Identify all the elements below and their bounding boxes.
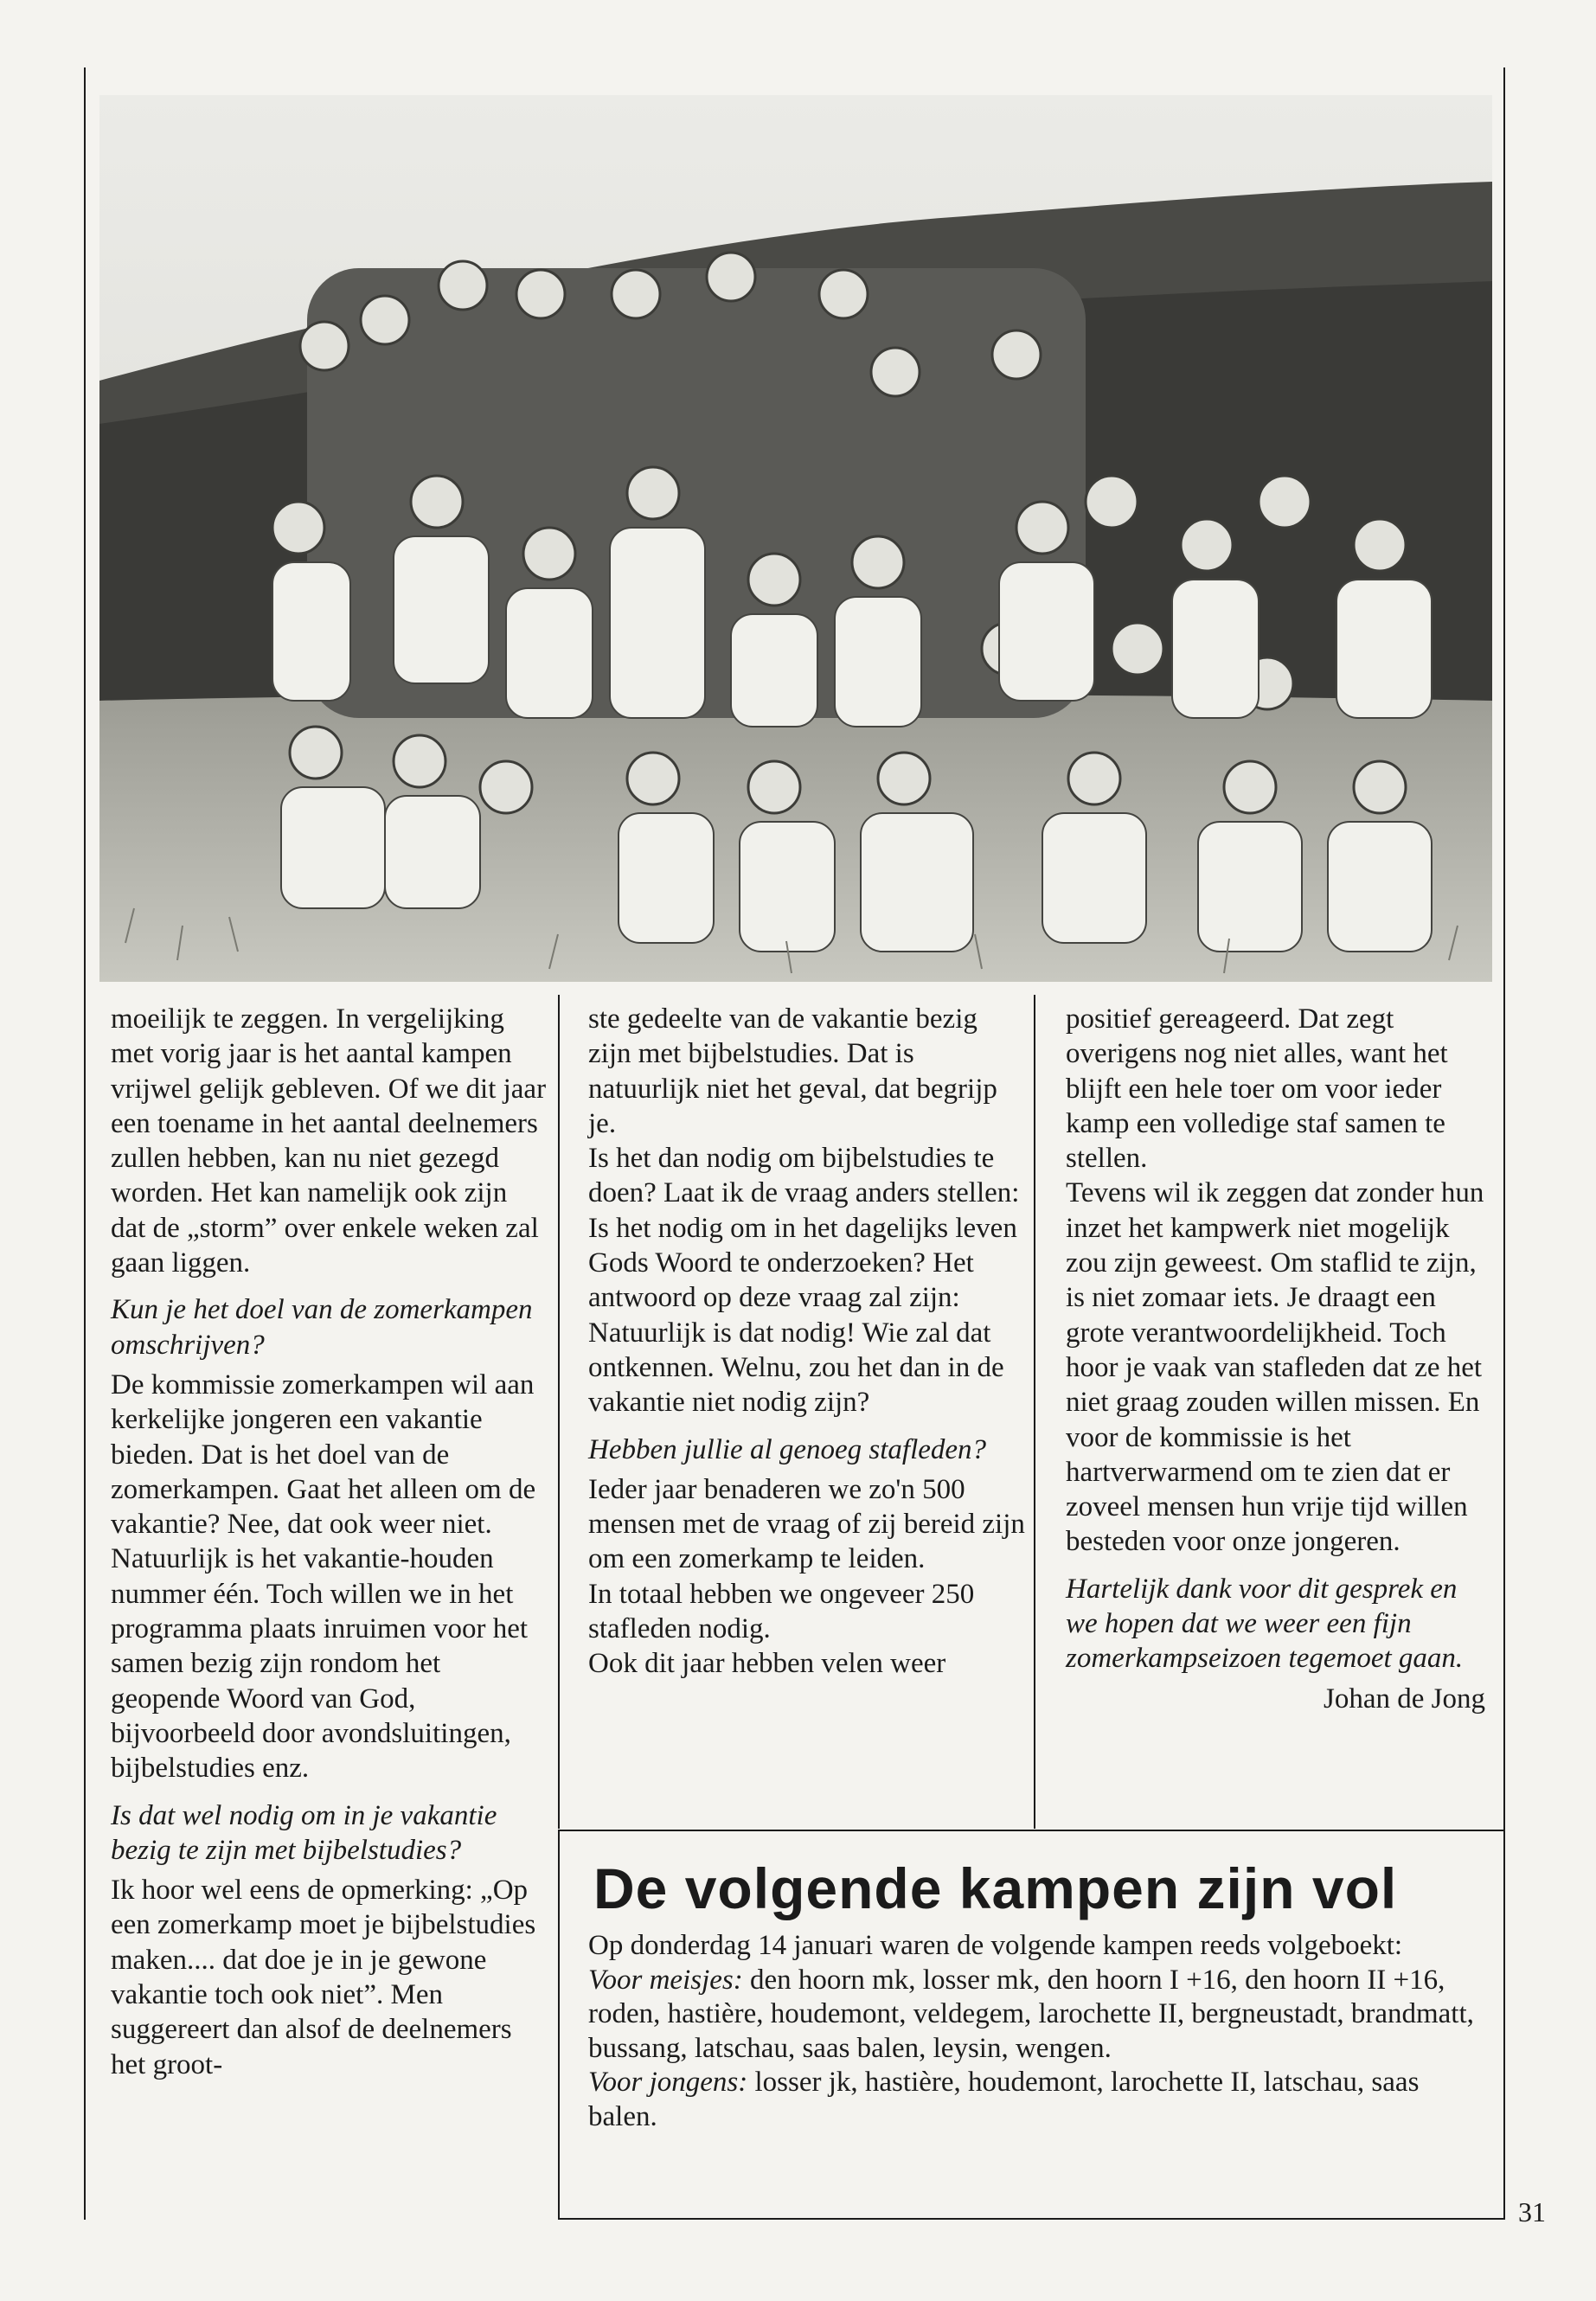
closing-remark: Hartelijk dank voor dit gesprek en we hopen dat we weer een fijn zomerkampseizoen tegemoet gaan. <box>1066 1573 1464 1675</box>
paragraph: positief gereageerd. Dat zegt overigens nog niet alles, want het blijft een hele toer om voor ieder kamp een volledige staf samen te stellen. <box>1066 1003 1448 1175</box>
box-intro: Op donderdag 14 januari waren de volgende kampen reeds volgeboekt: <box>588 1930 1403 1961</box>
box-heading: De volgende kampen zijn vol <box>593 1856 1398 1920</box>
article-column-1 <box>111 1002 548 2082</box>
box-body <box>588 1929 1488 2134</box>
paragraph: moeilijk te zeggen. In vergelijking met vorig jaar is het aantal kampen vrijwel gelijk gebleven. Of we dit jaar een toename in het aantal deelnemers zullen hebben, kan nu niet gezegd worden. Het kan namelijk ook zijn dat de „storm” over enkele weken zal gaan liggen. <box>111 1003 547 1279</box>
right-margin-rule <box>1503 67 1505 2220</box>
group-photo <box>99 95 1492 982</box>
girls-camps <box>588 1964 1488 2067</box>
paragraph: In totaal hebben we ongeveer 250 stafleden nodig. <box>588 1578 975 1645</box>
girls-list: den hoorn mk, losser mk, den hoorn I +16, den hoorn II +16, roden, hastière, houdemont, veldegem, larochette II, bergneustadt, brandmatt, bussang, latschau, saas balen, leysin, wengen. <box>588 1964 1474 2064</box>
paragraph: Is het dan nodig om bijbelstudies te doen? Laat ik de vraag anders stellen: Is het nodig om in het dagelijks leven Gods Woord te onderzoeken? Het antwoord op deze vraag zal zijn: Natuurlijk is dat nodig! Wie zal dat ontkennen. Welnu, zou het dan in de vakantie niet nodig zijn? <box>588 1143 1020 1419</box>
author-signature: Johan de Jong <box>1324 1682 1485 1715</box>
interview-question: Kun je het doel van de zomerkampen omschrijven? <box>111 1294 533 1361</box>
paragraph: De kommissie zomerkampen wil aan kerkelijke jongeren een vakantie bieden. Dat is het doel van de zomerkampen. Gaat het alleen om de vakantie? Nee, dat ook weer niet. Natuurlijk is het vakantie-houden nummer één. Toch willen we in het programma plaats inruimen voor het samen bezig zijn rondom het geopende Woord van God, bijvoorbeeld door avondsluitingen, bijbelstudies enz. <box>111 1368 536 1785</box>
column-divider-2 <box>1034 995 1035 1829</box>
paragraph: Ieder jaar benaderen we zo'n 500 mensen met de vraag of zij bereid zijn om een zomerkamp te leiden. <box>588 1473 1025 1575</box>
left-margin-rule <box>84 67 86 2220</box>
girls-label: Voor meisjes: <box>588 1964 743 1996</box>
column-divider-1 <box>558 995 560 1829</box>
box-bottom-rule <box>558 2218 1504 2220</box>
page-number: 31 <box>1518 2196 1546 2227</box>
interview-question: Is dat wel nodig om in je vakantie bezig te zijn met bijbelstudies? <box>111 1799 497 1866</box>
boys-list: losser jk, hastière, houdemont, larochette II, latschau, saas balen. <box>588 2067 1420 2132</box>
boys-label: Voor jongens: <box>588 2067 748 2098</box>
paragraph: Ook dit jaar hebben velen weer <box>588 1648 946 1680</box>
paragraph: Tevens wil ik zeggen dat zonder hun inzet het kampwerk niet mogelijk zou zijn geweest. Om staflid te zijn, is niet zomaar iets. Je draagt een grote verantwoordelijkheid. Toch hoor je vaak van stafleden dat ze het niet graag zouden willen missen. En voor de kommissie is het hartverwarmend om te zien dat er zoveel mensen hun vrije tijd willen besteden voor onze jongeren. <box>1066 1177 1484 1558</box>
boys-camps <box>588 2066 1488 2134</box>
box-left-rule <box>558 1830 560 2220</box>
article-column-3 <box>1066 1002 1494 1716</box>
paragraph: ste gedeelte van de vakantie bezig zijn met bijbelstudies. Dat is natuurlijk niet het geval, dat begrijp je. <box>588 1003 997 1139</box>
box-top-rule <box>558 1830 1504 1831</box>
article-column-2 <box>588 1002 1025 1682</box>
paragraph: Ik hoor wel eens de opmerking: „Op een zomerkamp moet je bijbelstudies maken.... dat doe je in je gewone vakantie toch ook niet”. Men suggereert dan alsof de deelnemers het groot- <box>111 1875 536 2080</box>
interview-question: Hebben jullie al genoeg stafleden? <box>588 1433 987 1465</box>
